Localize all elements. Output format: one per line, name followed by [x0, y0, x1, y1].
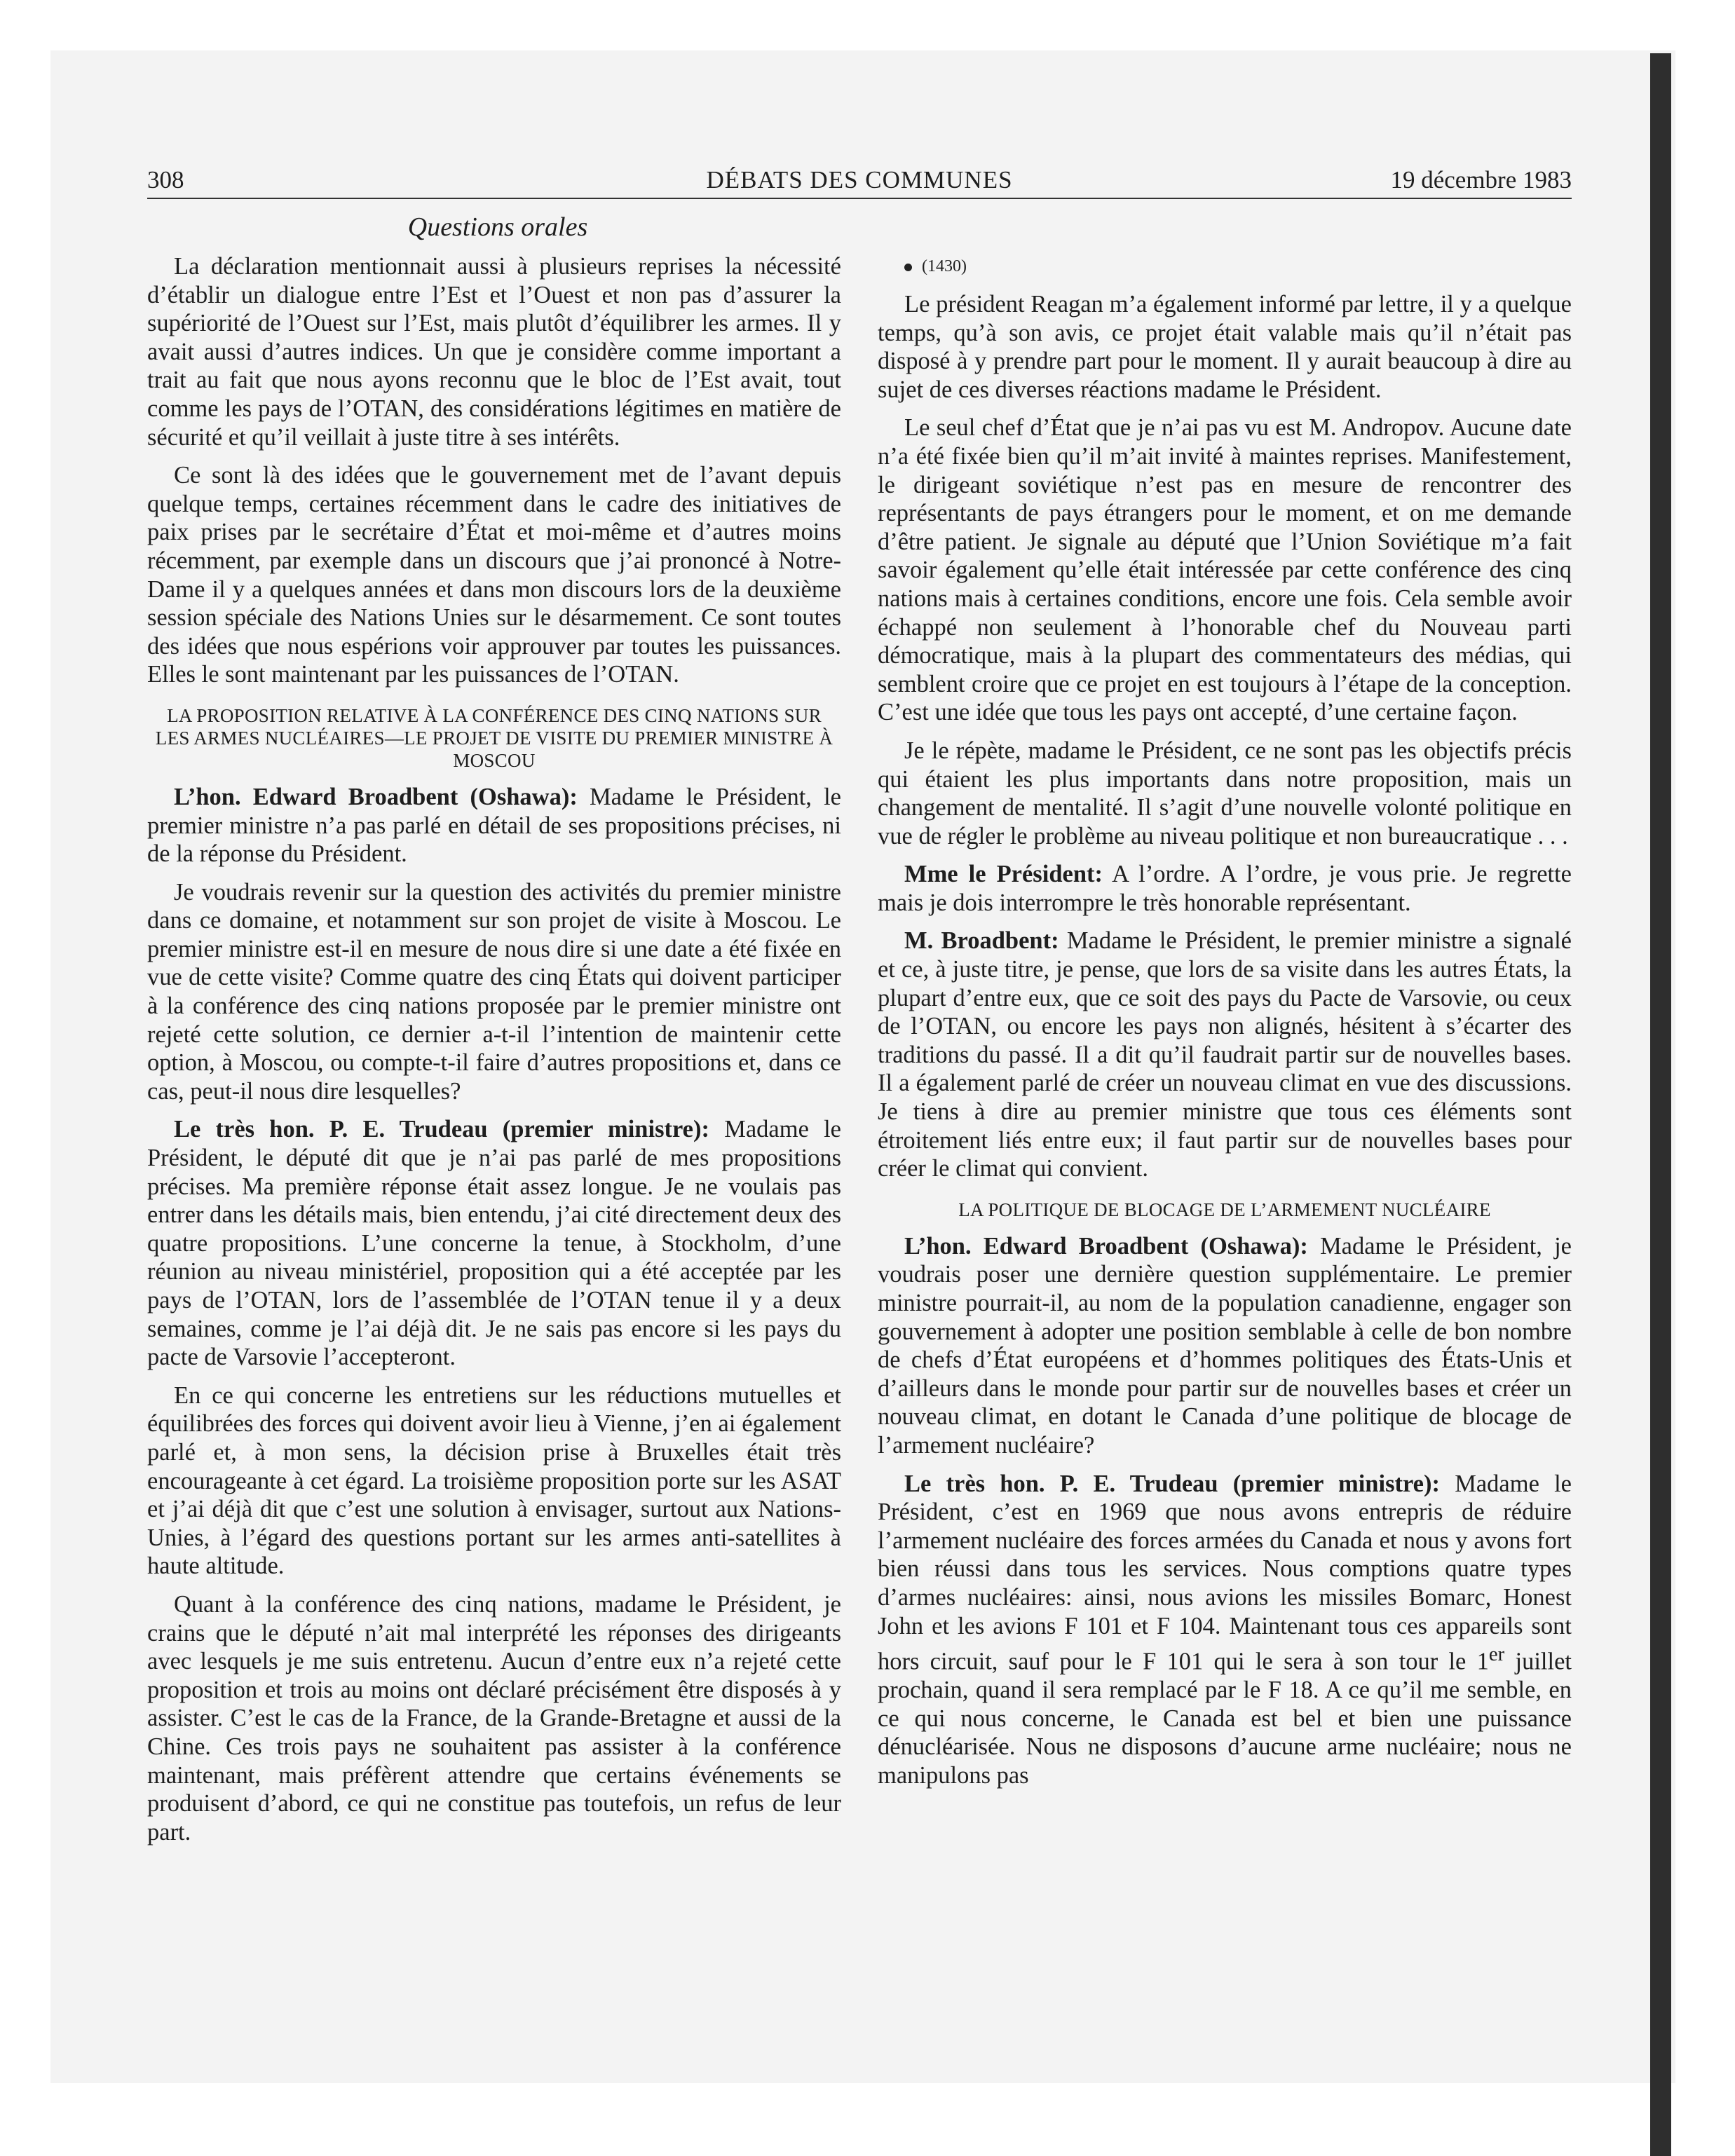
header-rule: [147, 198, 1572, 199]
speaker-name: L’hon. Edward Broadbent (Oshawa):: [904, 1232, 1308, 1260]
speech-text: Madame le Président, c’est en 1969 que nous avons entrepris de réduire l’armement nucléaire des forces armées du Canada et nous y avons fort bien réussi dans tous les services. Nous comptions quatre types d’armes nucléaires: ainsi, nous avions les missiles Bomarc, Honest John et les avions F 101 et F 104. Maintenant tous ces appareils sont hors circuit, sauf pour le F 101 qui le sera à son tour le 1: [878, 1470, 1572, 1675]
page-number: 308: [147, 166, 184, 193]
speech-text: Madame le Président, le député dit que je n’ai pas parlé de mes propositions précises. Ma première réponse était assez longue. Je ne voulais pas entrer dans les détails mais, bien entendu, j’ai cité directement deux des quatre propositions. L’une concerne la tenue, à Stockholm, d’une réunion au niveau ministériel, proposition qui a été acceptée par les pays de l’OTAN, lors de l’assemblée de l’OTAN tenue il y a deux semaines, comme je l’ai déjà dit. Je ne sais pas encore si les pays du pacte de Varsovie l’accepteront.: [147, 1116, 841, 1371]
paragraph: [878, 1470, 1572, 1790]
paragraph: En ce qui concerne les entretiens sur les réductions mutuelles et équilibrées des forces qui doivent avoir lieu à Vienne, j’en ai également parlé et, à mon sens, la décision prise à Bruxelles était très encourageante à cet égard. La troisième proposition porte sur les ASAT et j’ai déjà dit que c’est une solution à envisager, surtout aux Nations-Unies, à l’égard des questions portant sur les armes anti-satellites à haute altitude.: [147, 1381, 841, 1580]
paragraph: [147, 1115, 841, 1371]
speech-text: juillet prochain, quand il sera remplacé par le F 18. A ce qu’il me semble, en ce qui nous concerne, le Canada est bel et bien une puissance dénucléarisée. Nous ne disposons d’aucune arme nucléaire; nous ne manipulons pas: [878, 1648, 1572, 1789]
time-marker: [878, 252, 1572, 280]
left-column: [147, 252, 841, 1856]
paragraph: Le président Reagan m’a également informé par lettre, il y a quelque temps, qu’à son avis, ce projet était valable mais qu’il n’était pas disposé à y prendre part pour le moment. Il y aurait beaucoup à dire au sujet de ces diverses réactions madame le Président.: [878, 291, 1572, 403]
speaker-name: Le très hon. P. E. Trudeau (premier ministre):: [904, 1470, 1440, 1497]
paragraph: [878, 860, 1572, 917]
right-column: [878, 252, 1572, 1800]
publication-title: DÉBATS DES COMMUNES: [706, 166, 1013, 193]
issue-date: 19 décembre 1983: [1390, 166, 1572, 193]
speaker-name: Le très hon. P. E. Trudeau (premier ministre):: [174, 1116, 709, 1143]
paragraph: Je voudrais revenir sur la question des activités du premier ministre dans ce domaine, et notamment sur son projet de visite à Moscou. Le premier ministre est-il en mesure de nous dire si une date a été fixée en vue de cette visite? Comme quatre des cinq États qui doivent participer à la conférence des cinq nations proposée par le premier ministre ont rejeté cette solution, ce dernier a-t-il l’intention de maintenir cette option, à Moscou, ou compte-t-il faire d’autres propositions et, dans ce cas, peut-il nous dire lesquelles?: [147, 878, 841, 1105]
scan-edge-bar: [1650, 53, 1671, 2156]
paragraph: Quant à la conférence des cinq nations, madame le Président, je crains que le député n’ait mal interprété les réponses des dirigeants avec lesquels je me suis entretenu. Aucun d’entre eux n’a rejeté cette proposition et trois au moins ont déclaré précisément être disposés à y assister. C’est le cas de la France, de la Grande-Bretagne et aussi de la Chine. Ces trois pays ne souhaitent pas assister à la conférence maintenant, mais préfèrent attendre que certains événements se produisent d’abord, ce qui ne constitue pas toutefois, un refus de leur part.: [147, 1590, 841, 1845]
speech-text: A l’ordre. A l’ordre, je vous prie. Je regrette mais je dois interrompre le très honorable représentant.: [878, 861, 1572, 916]
speaker-name: M. Broadbent:: [904, 927, 1059, 955]
section-title: Questions orales: [407, 212, 588, 242]
subject-heading: LA POLITIQUE DE BLOCAGE DE L’ARMEMENT NUCLÉAIRE: [958, 1199, 1491, 1220]
paragraph: [878, 927, 1572, 1182]
paragraph: [147, 783, 841, 868]
speech-text: Madame le Président, le premier ministre n’a pas parlé en détail de ses propositions précises, ni de la réponse du Président.: [147, 783, 841, 868]
paragraph: Ce sont là des idées que le gouvernement met de l’avant depuis quelque temps, certaines récemment dans le cadre des initiatives de paix prises par le secrétaire d’État et moi-même et d’autres moins récemment, par exemple dans un discours que j’ai prononcé à Notre-Dame il y a quelques années et dans mon discours lors de la deuxième session spéciale des Nations Unies sur le désarmement. Ce sont toutes des idées que nous espérions voir approuver par toutes les puissances. Elles le sont maintenant par les puissances de l’OTAN.: [147, 462, 841, 688]
page-header: [147, 163, 1572, 198]
speaker-name: L’hon. Edward Broadbent (Oshawa):: [174, 783, 578, 810]
paragraph: Je le répète, madame le Président, ce ne sont pas les objectifs précis qui étaient les plus importants dans notre proposition, mais un changement de mentalité. Il s’agit d’une nouvelle volonté politique en vue de régler le problème au niveau politique et non bureaucratique . . .: [878, 737, 1572, 850]
time-marker-text: (1430): [922, 257, 967, 275]
speech-text: Madame le Président, je voudrais poser une dernière question supplémentaire. Le premier ministre pourrait-il, au nom de la population canadienne, engager son gouvernement à adopter une position semblable à celle de bon nombre de chefs d’État européens et d’hommes politiques des États-Unis et d’ailleurs dans le monde pour partir sur de nouvelles bases et créer un nouveau climat, en dotant le Canada d’une politique de blocage de l’armement nucléaire?: [878, 1232, 1572, 1459]
paragraph: Le seul chef d’État que je n’ai pas vu est M. Andropov. Aucune date n’a été fixée bien qu’il m’ait invité à maintes reprises. Manifestement, le dirigeant soviétique n’est pas en mesure de rencontrer des représentants de pays étrangers pour le moment, et on me demande d’être patient. Je signale au député que l’Union Soviétique m’a fait savoir également qu’elle était intéressée par cette conférence des cinq nations mais à certaines conditions, encore une fois. Cela semble avoir échappé non seulement à l’honorable chef du Nouveau parti démocratique, mais à la plupart des commentateurs des médias, qui semblent croire que ce projet en est toujours à l’étape de la conception. C’est une idée que tous les pays ont accepté, d’une certaine façon.: [878, 414, 1572, 726]
bullet-icon: [904, 264, 912, 271]
speaker-name: Mme le Président:: [904, 861, 1103, 888]
subject-heading: LA PROPOSITION RELATIVE À LA CONFÉRENCE DES CINQ NATIONS SUR LES ARMES NUCLÉAIRES—LE PROJET DE VISITE DU PREMIER MINISTRE À MOSCOU: [155, 704, 834, 771]
superscript: er: [1488, 1643, 1505, 1666]
speech-text: Madame le Président, le premier ministre a signalé et ce, à juste titre, je pense, que lors de sa visite dans les autres États, la plupart d’entre eux, que ce soit des pays du Pacte de Varsovie, ou ceux de l’OTAN, ou encore les pays non alignés, hésitent à s’écarter des traditions du passé. Il a dit qu’il faudrait partir sur de nouvelles bases. Il a également parlé de créer un nouveau climat en vue des discussions. Je tiens à dire au premier ministre que tous ces éléments sont étroitement liés entre eux; il faut partir sur de nouvelles bases pour créer le climat qui convient.: [878, 927, 1572, 1182]
paragraph: [878, 1232, 1572, 1460]
paragraph: La déclaration mentionnait aussi à plusieurs reprises la nécessité d’établir un dialogue entre l’Est et l’Ouest et non pas d’assurer la supériorité de l’Ouest sur l’Est, mais plutôt d’équilibrer les armes. Il y avait aussi d’autres indices. Un que je considère comme important a trait au fait que nous ayons reconnu que le bloc de l’Est avait, tout comme les pays de l’OTAN, des considérations légitimes en matière de sécurité et qu’il veillait à juste titre à ses intérêts.: [147, 253, 841, 451]
